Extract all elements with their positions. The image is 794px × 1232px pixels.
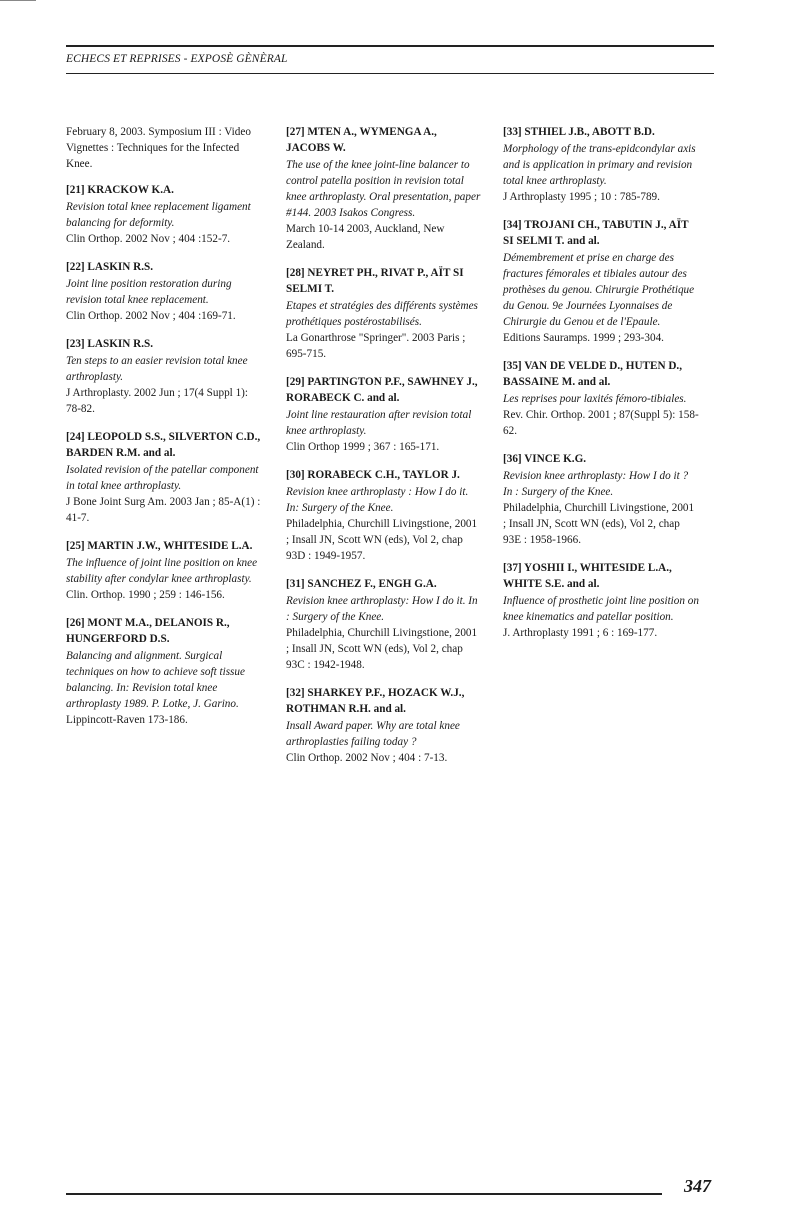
reference-entry	[286, 265, 482, 362]
reference-title: Joint line restauration after revision total knee arthroplasty.	[286, 409, 472, 437]
reference-title: Balancing and alignment. Surgical techniques on how to achieve soft tissue balancing. In: Revision total knee arthroplasty 1989. P. Lotke, J. Garino.	[66, 650, 245, 710]
reference-entry	[66, 615, 262, 728]
reference-source: Clin. Orthop. 1990 ; 259 : 146-156.	[66, 589, 225, 601]
reference-head: [22] LASKIN R.S.	[66, 261, 154, 273]
reference-head: [31] SANCHEZ F., ENGH G.A.	[286, 578, 437, 590]
reference-head: [29] PARTINGTON P.F., SAWHNEY J., RORABECK C. and al.	[286, 376, 478, 404]
reference-entry	[503, 124, 699, 205]
reference-entry	[503, 560, 699, 641]
reference-entry	[66, 538, 262, 603]
reference-entry	[286, 467, 482, 564]
running-header: ECHECS ET REPRISES - EXPOSÈ GÈNÈRAL	[66, 53, 288, 65]
reference-entry	[66, 429, 262, 526]
reference-title: Revision knee arthroplasty: How I do it ? In : Surgery of the Knee.	[503, 470, 689, 498]
reference-head: [27] MTEN A., WYMENGA A., JACOBS W.	[286, 126, 437, 154]
reference-entry	[286, 685, 482, 766]
reference-source: Philadelphia, Churchill Livingstione, 2001 ; Insall JN, Scott WN (eds), Vol 2, chap 93C : 1942-1948.	[286, 627, 478, 671]
header-rule-bottom	[66, 73, 714, 74]
reference-source: Lippincott-Raven 173-186.	[66, 714, 188, 726]
reference-title: The influence of joint line position on knee stability after condylar knee arthroplasty.	[66, 557, 258, 585]
page-number: 347	[684, 1176, 711, 1196]
header-rule-top	[66, 45, 714, 47]
reference-entry	[503, 451, 699, 548]
reference-head: [37] YOSHII I., WHITESIDE L.A., WHITE S.E. and al.	[503, 562, 672, 590]
reference-title: Etapes et stratégies des différents systèmes prothétiques postérostabilisés.	[286, 300, 478, 328]
reference-head: [30] RORABECK C.H., TAYLOR J.	[286, 469, 460, 481]
reference-entry	[503, 217, 699, 346]
reference-head: [24] LEOPOLD S.S., SILVERTON C.D., BARDEN R.M. and al.	[66, 431, 261, 459]
reference-source: Philadelphia, Churchill Livingstione, 2001 ; Insall JN, Scott WN (eds), Vol 2, chap 93E : 1958-1966.	[503, 502, 695, 546]
reference-entry	[66, 182, 262, 247]
reference-title: Revision knee arthroplasty : How I do it. In: Surgery of the Knee.	[286, 486, 469, 514]
reference-entry	[503, 358, 699, 439]
reference-title: Ten steps to an easier revision total knee arthroplasty.	[66, 355, 248, 383]
corner-mark	[0, 0, 36, 1]
reference-title: Joint line position restoration during revision total knee replacement.	[66, 278, 232, 306]
column-2	[286, 124, 482, 778]
reference-title: Revision knee arthroplasty: How I do it. In : Surgery of the Knee.	[286, 595, 478, 623]
column-3	[503, 124, 699, 653]
reference-entry	[66, 259, 262, 324]
reference-source: Clin Orthop 1999 ; 367 : 165-171.	[286, 441, 440, 453]
reference-head: [35] VAN DE VELDE D., HUTEN D., BASSAINE M. and al.	[503, 360, 683, 388]
reference-source: J Bone Joint Surg Am. 2003 Jan ; 85-A(1) : 41-7.	[66, 496, 261, 524]
reference-source: La Gonarthrose "Springer". 2003 Paris ; 695-715.	[286, 332, 466, 360]
reference-source: Clin Orthop. 2002 Nov ; 404 : 7-13.	[286, 752, 448, 764]
reference-source: March 10-14 2003, Auckland, New Zealand.	[286, 223, 445, 251]
reference-title: Démembrement et prise en charge des fractures fémorales et tibiales autour des prothèses du genou. Chirurgie Prothétique du Genou. 9e Journées Lyonnaises de Chirurgie du Genou et de l'Epaule.	[503, 252, 695, 328]
reference-source: Rev. Chir. Orthop. 2001 ; 87(Suppl 5): 158-62.	[503, 409, 699, 437]
reference-head: [34] TROJANI CH., TABUTIN J., AÏT SI SELMI T. and al.	[503, 219, 689, 247]
reference-source: Clin Orthop. 2002 Nov ; 404 :169-71.	[66, 310, 236, 322]
reference-title: Isolated revision of the patellar component in total knee arthroplasty.	[66, 464, 259, 492]
reference-title: Insall Award paper. Why are total knee arthroplasties failing today ?	[286, 720, 460, 748]
reference-title: The use of the knee joint-line balancer to control patella position in revision total knee arthroplasty. Oral presentation, paper #144. 2003 Isakos Congress.	[286, 159, 481, 219]
reference-head: [26] MONT M.A., DELANOIS R., HUNGERFORD D.S.	[66, 617, 230, 645]
reference-source: J Arthroplasty 1995 ; 10 : 785-789.	[503, 191, 660, 203]
footer-rule	[66, 1193, 662, 1195]
reference-head: [33] STHIEL J.B., ABOTT B.D.	[503, 126, 655, 138]
reference-entry	[286, 124, 482, 253]
reference-source: Philadelphia, Churchill Livingstione, 2001 ; Insall JN, Scott WN (eds), Vol 2, chap 93D : 1949-1957.	[286, 518, 478, 562]
reference-head: [25] MARTIN J.W., WHITESIDE L.A.	[66, 540, 253, 552]
reference-title: Les reprises pour laxités fémoro-tibiales.	[503, 393, 687, 405]
reference-entry	[66, 336, 262, 417]
reference-source: Clin Orthop. 2002 Nov ; 404 :152-7.	[66, 233, 231, 245]
reference-title: Morphology of the trans-epidcondylar axis and is application in primary and revision total knee arthroplasty.	[503, 143, 696, 187]
column-1	[66, 124, 262, 740]
reference-head: [23] LASKIN R.S.	[66, 338, 154, 350]
reference-title: Influence of prosthetic joint line position on knee kinematics and patellar position.	[503, 595, 699, 623]
reference-head: [36] VINCE K.G.	[503, 453, 587, 465]
reference-entry	[286, 576, 482, 673]
reference-entry	[286, 374, 482, 455]
reference-head: [32] SHARKEY P.F., HOZACK W.J., ROTHMAN R.H. and al.	[286, 687, 465, 715]
reference-source: Editions Sauramps. 1999 ; 293-304.	[503, 332, 664, 344]
reference-source: J. Arthroplasty 1991 ; 6 : 169-177.	[503, 627, 658, 639]
reference-source: J Arthroplasty. 2002 Jun ; 17(4 Suppl 1): 78-82.	[66, 387, 249, 415]
reference-head: [21] KRACKOW K.A.	[66, 184, 174, 196]
reference-head: [28] NEYRET PH., RIVAT P., AÏT SI SELMI T.	[286, 267, 464, 295]
intro-text: February 8, 2003. Symposium III : Video Vignettes : Techniques for the Infected Knee.	[66, 126, 251, 170]
reference-title: Revision total knee replacement ligament balancing for deformity.	[66, 201, 251, 229]
